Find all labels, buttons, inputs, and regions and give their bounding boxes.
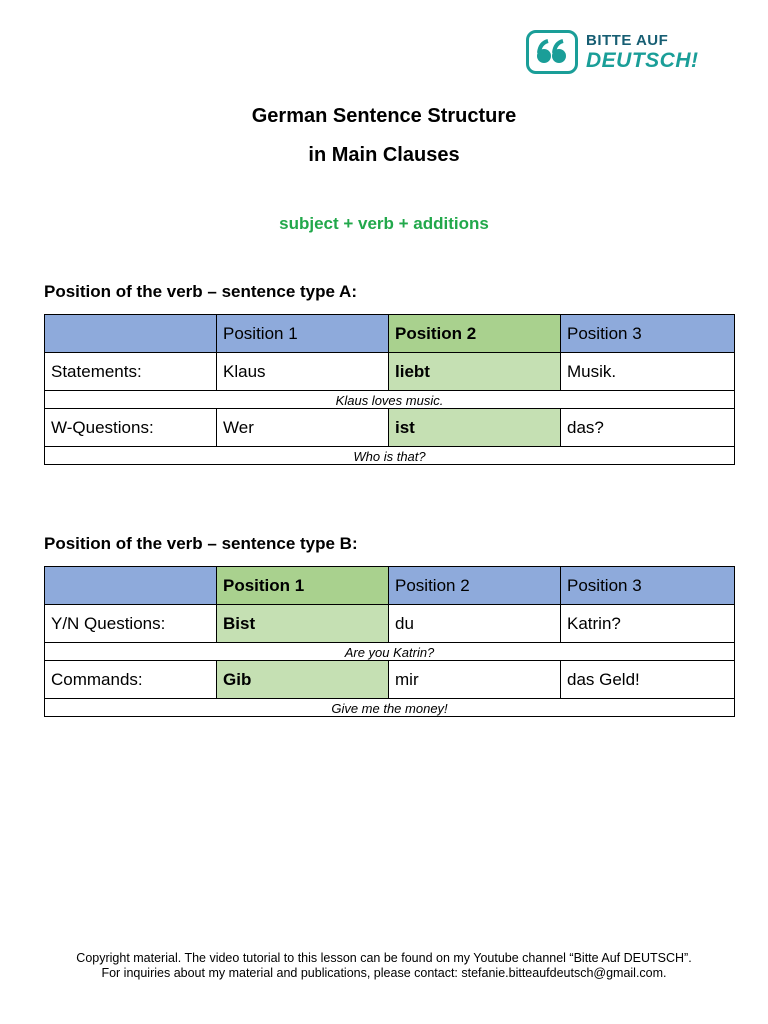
formula-subtitle: subject + verb + additions xyxy=(279,214,489,233)
table-cell: das Geld! xyxy=(561,661,735,699)
table-cell: du xyxy=(389,605,561,643)
table-row xyxy=(45,353,735,391)
table-cell: Wer xyxy=(217,409,389,447)
table-header-row xyxy=(45,567,735,605)
header-cell: Position 1 xyxy=(217,315,389,353)
header-cell: Position 3 xyxy=(561,567,735,605)
table-row xyxy=(45,661,735,699)
row-label: Commands: xyxy=(45,661,217,699)
table-cell: Musik. xyxy=(561,353,735,391)
section-a-heading: Position of the verb – sentence type A: xyxy=(44,282,357,301)
table-row xyxy=(45,605,735,643)
verb-cell: ist xyxy=(389,409,561,447)
footer-line-contact: For inquiries about my material and publications, please contact: stefanie.bitteaufdeutsch@gmail.com. xyxy=(101,966,667,980)
header-cell-verb: Position 2 xyxy=(389,315,561,353)
translation-text: Give me the money! xyxy=(45,699,735,717)
table-cell: Klaus xyxy=(217,353,389,391)
translation-text: Who is that? xyxy=(45,447,735,465)
quote-marks-icon xyxy=(526,30,578,74)
brand-logo xyxy=(526,30,726,76)
verb-position-table-a xyxy=(44,314,735,465)
translation-row xyxy=(45,391,735,409)
section-b-heading: Position of the verb – sentence type B: xyxy=(44,534,358,553)
row-label: Statements: xyxy=(45,353,217,391)
header-cell-verb: Position 1 xyxy=(217,567,389,605)
verb-cell: liebt xyxy=(389,353,561,391)
verb-cell: Gib xyxy=(217,661,389,699)
logo-text-top: BITTE AUF xyxy=(586,32,669,49)
table-cell: mir xyxy=(389,661,561,699)
table-header-row xyxy=(45,315,735,353)
row-label: W-Questions: xyxy=(45,409,217,447)
page-title-line2: in Main Clauses xyxy=(308,144,460,166)
header-cell: Position 3 xyxy=(561,315,735,353)
table-cell: Katrin? xyxy=(561,605,735,643)
page-title-line1: German Sentence Structure xyxy=(251,105,517,127)
header-cell xyxy=(45,567,217,605)
verb-position-table-b xyxy=(44,566,735,717)
footer-line-copyright: Copyright material. The video tutorial to this lesson can be found on my Youtube channel “Bitte Auf DEUTSCH”. xyxy=(76,951,692,965)
logo-text-bottom: DEUTSCH! xyxy=(586,49,699,72)
translation-text: Are you Katrin? xyxy=(45,643,735,661)
translation-row xyxy=(45,643,735,661)
header-cell xyxy=(45,315,217,353)
table-row xyxy=(45,409,735,447)
copyright-footer xyxy=(0,951,768,981)
translation-row xyxy=(45,447,735,465)
table-cell: das? xyxy=(561,409,735,447)
translation-row xyxy=(45,699,735,717)
translation-text: Klaus loves music. xyxy=(45,391,735,409)
header-cell: Position 2 xyxy=(389,567,561,605)
verb-cell: Bist xyxy=(217,605,389,643)
row-label: Y/N Questions: xyxy=(45,605,217,643)
